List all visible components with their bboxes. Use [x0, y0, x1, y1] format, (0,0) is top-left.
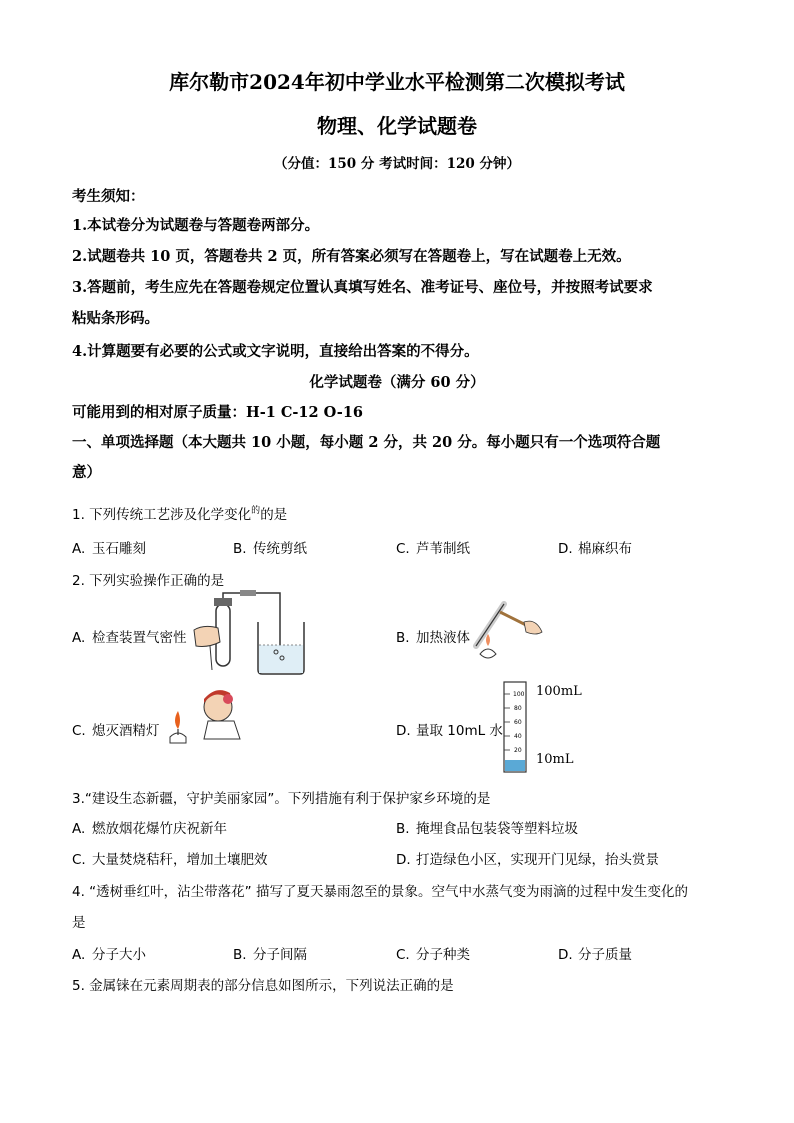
- q4-option-c[interactable]: [396, 943, 470, 963]
- q3-option-b[interactable]: [396, 817, 578, 837]
- cylinder-tick-label: 100: [513, 691, 525, 698]
- option-letter: B.: [233, 541, 247, 557]
- question-4-stem-cont: 是: [72, 915, 86, 931]
- option-text: 分子质量: [578, 947, 632, 963]
- option-letter: A.: [72, 630, 86, 646]
- option-letter: D.: [396, 723, 411, 739]
- option-text: 燃放烟花爆竹庆祝新年: [92, 821, 227, 837]
- option-letter: C.: [396, 947, 410, 963]
- notice-item: 粘贴条形码。: [72, 310, 159, 327]
- q2-option-c[interactable]: [72, 719, 160, 739]
- q1-stem-sup: 的: [251, 506, 261, 516]
- option-text: 熄灭酒精灯: [92, 723, 160, 739]
- option-letter: C.: [72, 852, 86, 868]
- cylinder-tick-label: 60: [514, 719, 522, 726]
- q4-option-a[interactable]: [72, 943, 146, 963]
- q1-option-a[interactable]: [72, 537, 146, 557]
- exam-title: 库尔勒市2024年初中学业水平检测第二次模拟考试: [169, 70, 625, 94]
- question-5-stem: 5. 金属铼在元素周期表的部分信息如图所示，下列说法正确的是: [72, 978, 454, 994]
- option-text: 分子间隔: [253, 947, 307, 963]
- exam-subtitle: 物理、化学试题卷: [317, 114, 477, 138]
- notice-item: 4.计算题要有必要的公式或文字说明，直接给出答案的不得分。: [72, 343, 479, 360]
- option-text: 加热液体: [416, 630, 470, 646]
- q3-option-c[interactable]: [72, 848, 268, 868]
- chem-heading: 化学试题卷（满分 60 分）: [309, 374, 485, 391]
- cylinder-tick-label: 20: [514, 747, 522, 754]
- graduated-cylinder-diagram: [500, 678, 530, 776]
- option-letter: A.: [72, 541, 86, 557]
- q1-stem-tail: 的是: [260, 507, 288, 523]
- option-text: 分子种类: [416, 947, 470, 963]
- section-heading: 一、单项选择题（本大题共 10 小题，每小题 2 分，共 20 分。每小题只有一个选项符合题: [72, 434, 661, 451]
- question-4-stem: 4. “透树垂红叶，沾尘带落花” 描写了夏天暴雨忽至的景象。空气中水蒸气变为雨滴的过程中发生变化的: [72, 884, 688, 900]
- atomic-mass: 可能用到的相对原子质量：H-1 C-12 O-16: [72, 404, 363, 421]
- option-letter: D.: [558, 947, 573, 963]
- question-3-stem: 3.“建设生态新疆，守护美丽家园”。下列措施有利于保护家乡环境的是: [72, 791, 491, 807]
- option-text: 掩埋食品包装袋等塑料垃圾: [416, 821, 578, 837]
- cylinder-tick-label: 80: [514, 705, 522, 712]
- option-text: 分子大小: [92, 947, 146, 963]
- section-heading-cont: 意）: [72, 464, 101, 481]
- notice-item: 1.本试卷分为试题卷与答题卷两部分。: [72, 217, 320, 234]
- q1-option-b[interactable]: [233, 537, 307, 557]
- option-text: 大量焚烧秸秆，增加土壤肥效: [92, 852, 268, 868]
- cylinder-bottom-label: 10mL: [536, 752, 574, 767]
- extinguish-lamp-diagram: [164, 685, 246, 747]
- score-time: （分值：150 分 考试时间：120 分钟）: [274, 156, 520, 172]
- option-text: 量取 10mL 水: [416, 723, 503, 739]
- question-1-stem: [72, 503, 287, 523]
- option-text: 棉麻织布: [578, 541, 632, 557]
- question-2-stem: 2. 下列实验操作正确的是: [72, 573, 225, 589]
- option-letter: A.: [72, 821, 86, 837]
- q2-option-a[interactable]: [72, 626, 187, 646]
- q3-option-a[interactable]: [72, 817, 227, 837]
- heating-liquid-diagram: [466, 596, 546, 664]
- q2-option-b[interactable]: [396, 626, 470, 646]
- q1-stem-main: 1. 下列传统工艺涉及化学变化: [72, 507, 252, 523]
- cylinder-top-label: 100mL: [536, 684, 582, 699]
- q4-option-b[interactable]: [233, 943, 307, 963]
- option-text: 芦苇制纸: [416, 541, 470, 557]
- option-letter: D.: [396, 852, 411, 868]
- option-letter: A.: [72, 947, 86, 963]
- q1-option-d[interactable]: [558, 537, 632, 557]
- notice-item: 3.答题前，考生应先在答题卷规定位置认真填写姓名、准考证号、座位号，并按照考试要求: [72, 279, 653, 296]
- airtight-check-diagram: [190, 590, 320, 678]
- option-text: 玉石雕刻: [92, 541, 146, 557]
- option-text: 打造绿色小区，实现开门见绿，抬头赏景: [416, 852, 659, 868]
- cylinder-tick-label: 40: [514, 733, 522, 740]
- q2-option-d[interactable]: [396, 719, 503, 739]
- notice-item: 2.试题卷共 10 页，答题卷共 2 页，所有答案必须写在答题卷上，写在试题卷上无效。: [72, 248, 631, 265]
- option-letter: D.: [558, 541, 573, 557]
- option-letter: B.: [396, 821, 410, 837]
- q4-option-d[interactable]: [558, 943, 632, 963]
- option-letter: B.: [396, 630, 410, 646]
- q1-option-c[interactable]: [396, 537, 470, 557]
- option-letter: C.: [72, 723, 86, 739]
- option-text: 检查装置气密性: [92, 630, 187, 646]
- option-letter: B.: [233, 947, 247, 963]
- q3-option-d[interactable]: [396, 848, 659, 868]
- notice-heading: 考生须知：: [72, 188, 145, 205]
- option-letter: C.: [396, 541, 410, 557]
- option-text: 传统剪纸: [253, 541, 307, 557]
